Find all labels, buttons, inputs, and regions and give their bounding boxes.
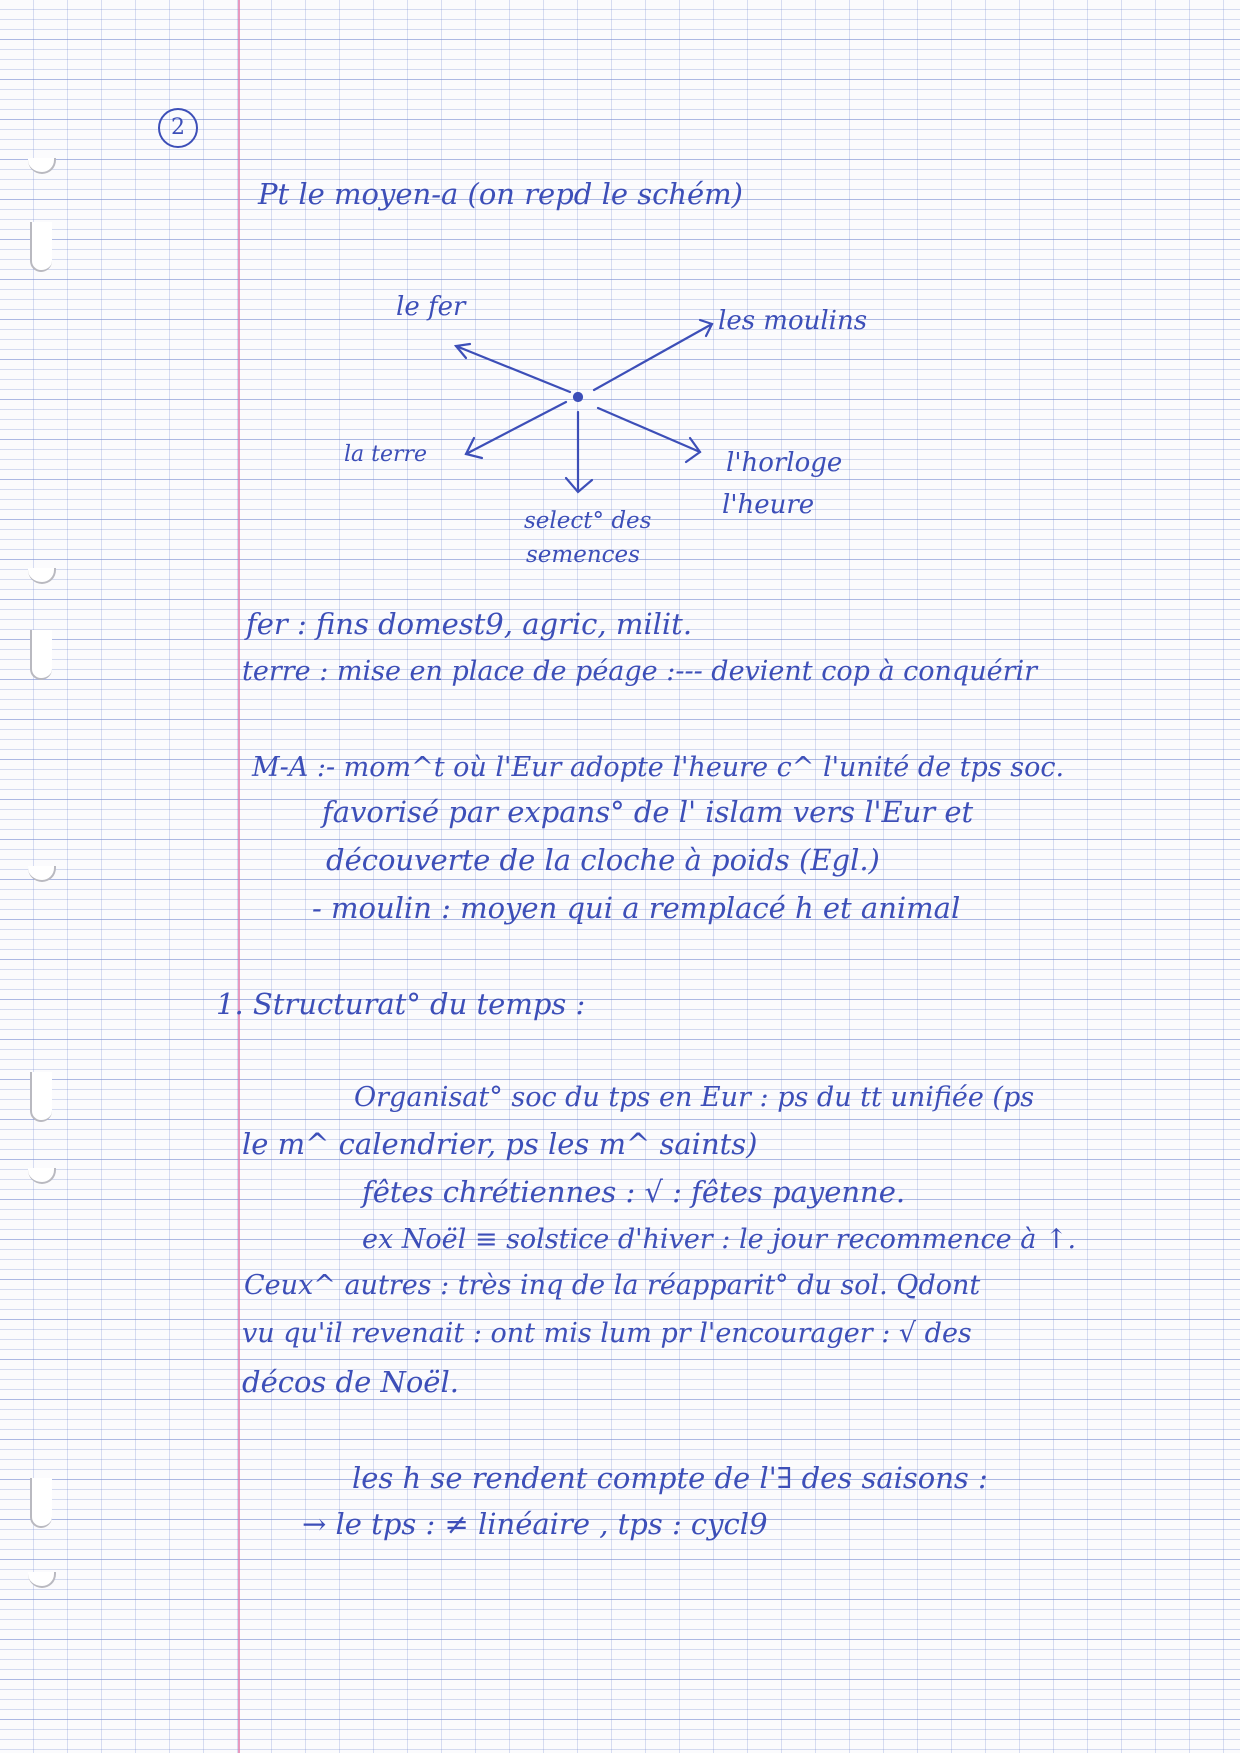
diagram-center-dot (574, 393, 582, 401)
arrow-to-moulins (594, 324, 712, 390)
diagram-node-semences: semences (526, 542, 640, 568)
section-1-line: le m^ calendrier, ps les m^ saints) (242, 1127, 758, 1161)
section-1-line: fêtes chrétiennes : √ : fêtes payenne. (362, 1175, 906, 1209)
arrow-to-terre (466, 402, 566, 454)
note-line-cloche: découverte de la cloche à poids (Egl.) (326, 843, 880, 877)
diagram-node-horloge: l'horloge (726, 448, 843, 478)
arrow-to-horloge (598, 408, 700, 452)
diagram-title: Pt le moyen-a (on repd le schém) (258, 177, 743, 211)
section-1-line: vu qu'il revenait : ont mis lum pr l'encourager : √ des (242, 1318, 972, 1349)
section-1-line: décos de Noël. (242, 1365, 459, 1399)
diagram-node-terre: la terre (344, 442, 428, 467)
section-1-line: Ceux^ autres : très inq de la réapparit° du sol. Qdont (244, 1270, 981, 1301)
section-1-line: ex Noël ≡ solstice d'hiver : le jour recommence à ↑. (362, 1224, 1077, 1255)
section-1-line: Organisat° soc du tps en Eur : ps du tt unifiée (ps (354, 1082, 1035, 1113)
arrow-to-fer (456, 346, 570, 392)
section-2-line: → le tps : ≠ linéaire , tps : cycl9 (302, 1507, 768, 1541)
page-number: 2 (158, 108, 198, 148)
section-2-line: les h se rendent compte de l'∃ des saisons : (352, 1461, 988, 1495)
note-line-moulin: - moulin : moyen qui a remplacé h et animal (312, 891, 961, 925)
section-1-heading: 1. Structurat° du temps : (216, 987, 586, 1021)
diagram-node-fer: le fer (396, 292, 466, 322)
note-line-moyen-age: M-A :- mom^t où l'Eur adopte l'heure c^ l'unité de tps soc. (252, 752, 1065, 783)
note-line-islam: favorisé par expans° de l' islam vers l'Eur et (322, 795, 974, 829)
note-line-terre: terre : mise en place de péage :--- devient cop à conquérir (242, 656, 1038, 687)
diagram-node-moulins: les moulins (718, 306, 868, 336)
note-line-fer: fer : fins domest9, agric, milit. (246, 607, 693, 641)
diagram-node-heure: l'heure (722, 490, 815, 520)
diagram-node-selection: select° des (524, 508, 652, 534)
